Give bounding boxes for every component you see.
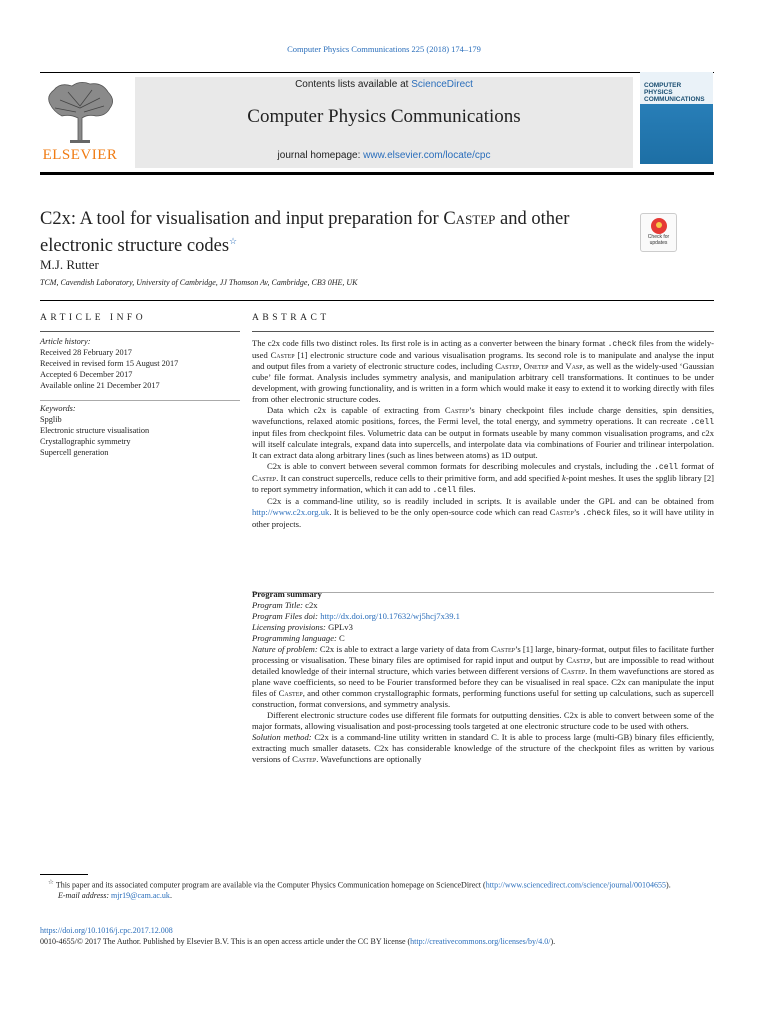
title-part2: and other electronic structure codes	[40, 209, 570, 257]
abstract-paragraph: C2x is a command-line utility, so is readily included in scripts. It is available under the GPL and can be obtained from http://www.c2x.org.uk. It is believed to be the only open-source code which can read Castep’s .check files, so it will have utility in other projects.	[252, 496, 714, 529]
keyword-item: Spglib	[40, 415, 62, 424]
check-updates-label: Check for updates	[647, 234, 670, 246]
history-label: Article history:	[40, 337, 91, 346]
keywords-rule	[40, 400, 240, 401]
title-part1: C2x: A tool for visualisation and input preparation for	[40, 209, 444, 229]
elsevier-logo	[40, 78, 128, 166]
program-summary	[252, 589, 714, 765]
paper-title	[40, 208, 620, 257]
title-castep: Castep	[443, 209, 496, 229]
journal-reference-link[interactable]: Computer Physics Communications 225 (2018) 174–179	[287, 44, 481, 54]
history-item: Available online 21 December 2017	[40, 381, 160, 390]
header-rule-bottom	[40, 172, 714, 175]
abstract-heading: ABSTRACT	[252, 313, 330, 323]
sciencedirect-journal-link[interactable]: http://www.sciencedirect.com/science/journal/00104655	[485, 880, 667, 890]
abstract-paragraph: The c2x code fills two distinct roles. Its first role is in acting as a converter between the binary format .check files from the widely-used Castep [1] electronic structure code and various visualisation programs. Its second role is to manipulate and analyse the input and output files from a variety of electronic structure codes, including Castep, Onetep and Vasp, as well as the widely-used ‘Gaussian cube’ file format. Analysis includes symmetry analysis, and manipulation arbitrary cell transformations. It continues to be under development, with growing functionality, and is written in a form which would make it easy to extend it to working directly with files from other electronic structure codes.	[252, 338, 714, 404]
article-history	[40, 336, 240, 391]
header-rule-top	[40, 72, 714, 73]
footnote-email: E-mail address: mjr19@cam.ac.uk.	[58, 891, 172, 901]
language-line: Programming language: C	[252, 633, 345, 643]
c2x-website-link[interactable]: http://www.c2x.org.uk	[252, 507, 330, 517]
nature-of-problem-continued: Different electronic structure codes use different file formats for outputting densities. C2x is able to convert between some of the major formats, allowing visualisation and post-processing tools targeted at one electronic structure code to be used with others.	[252, 710, 714, 731]
crossmark-icon	[651, 218, 667, 234]
contents-prefix: Contents lists available at	[295, 79, 412, 90]
author-affiliation: TCM, Cavendish Laboratory, University of Cambridge, JJ Thomson Av, Cambridge, CB3 0HE, UK	[40, 278, 358, 287]
history-item: Accepted 6 December 2017	[40, 370, 133, 379]
abstract-paragraph: C2x is able to convert between several common formats for describing molecules and crystals, including the .cell format of Castep. It can construct supercells, reduce cells to their primitive form, and add specified k-point meshes. It uses the spglib library [2] to report symmetry information, which it can add to .cell files.	[252, 461, 715, 495]
history-item: Received 28 February 2017	[40, 348, 132, 357]
elsevier-tree-icon	[40, 78, 120, 144]
elsevier-wordmark: ELSEVIER	[42, 147, 118, 163]
check-for-updates-button[interactable]	[640, 213, 677, 252]
contents-line	[135, 79, 633, 90]
keywords-label: Keywords:	[40, 404, 76, 413]
article-doi-link[interactable]: https://doi.org/10.1016/j.cpc.2017.12.008	[40, 926, 173, 935]
program-doi-line: Program Files doi: http://dx.doi.org/10.17632/wj5hcj7x39.1	[252, 611, 460, 621]
footnote-rule	[40, 874, 88, 875]
abstract-body	[252, 338, 714, 530]
program-title-line: Program Title: c2x	[252, 600, 318, 610]
keyword-item: Supercell generation	[40, 448, 109, 457]
section-rule	[40, 300, 714, 301]
homepage-line	[135, 150, 633, 161]
license-line: 0010-4655/© 2017 The Author. Published by Elsevier B.V. This is an open access article under the CC BY license (http://creativecommons.org/licenses/by/4.0/).	[40, 936, 556, 946]
program-summary-heading: Program summary	[252, 589, 322, 599]
homepage-prefix: journal homepage:	[277, 150, 364, 161]
program-doi-link[interactable]: http://dx.doi.org/10.17632/wj5hcj7x39.1	[320, 611, 460, 621]
cc-license-link[interactable]: http://creativecommons.org/licenses/by/4.0/	[410, 936, 551, 946]
cover-title: COMPUTER PHYSICS COMMUNICATIONS	[640, 72, 713, 104]
abstract-rule	[252, 331, 714, 332]
keyword-item: Crystallographic symmetry	[40, 437, 131, 446]
journal-homepage-link[interactable]: www.elsevier.com/locate/cpc	[363, 150, 491, 161]
history-item: Received in revised form 15 August 2017	[40, 359, 179, 368]
abstract-paragraph: Data which c2x is capable of extracting from Castep’s binary checkpoint files include charge densities, spin densities, wavefunctions, relaxed atomic positions, forces, the Fermi level, the total energy, and symmetry operations. It can recreate .cell input files from checkpoint files. Volumetric data can be output in formats useable by many common visualisation programs, and c2x will itself calculate integrals, expand data into supercells, and interpolate data via combinations of Fourier and trilinear interpolation. It can extract data along arbitrary lines (such as lines between atoms) as 1D output.	[252, 405, 714, 460]
licensing-line: Licensing provisions: GPLv3	[252, 622, 353, 632]
footnote-availability: ☆ This paper and its associated computer program are available via the Computer Physics Communication homepage on ScienceDirect (http://www.sciencedirect.com/science/journal/00104655).	[48, 879, 671, 890]
sciencedirect-link[interactable]: ScienceDirect	[411, 79, 473, 90]
journal-title: Computer Physics Communications	[247, 106, 521, 127]
author-name: M.J. Rutter	[40, 257, 99, 272]
journal-cover-image	[640, 72, 713, 164]
footnotes	[40, 878, 714, 902]
title-footnote-star[interactable]: ☆	[229, 236, 238, 246]
author-email-link[interactable]: mjr19@cam.ac.uk	[111, 891, 170, 901]
keyword-item: Electronic structure visualisation	[40, 426, 150, 435]
article-info-heading: ARTICLE INFO	[40, 313, 147, 323]
nature-of-problem: Nature of problem: C2x is able to extract a large variety of data from Castep’s [1] large, binary-format, output files to facilitate further processing or visualisation. These binary files are optimised for rapid input and output by Castep, but are impossible to read without detailed knowledge of their internal structure, which varies between different versions of Castep. In them wavefunctions are stored as plane wave coefficients, so need to be Fourier transformed before they can be visualised in real space. C2x can manipulate the input files of Castep, and other common crystallographic formats, performing functions useful for setting up calculations, such as supercell construction, format conversions, and symmetry analysis.	[252, 644, 715, 709]
solution-method: Solution method: C2x is a command-line utility written in standard C. It is able to process large (multi-GB) binary files efficiently, extracting much smaller datasets. C2x has considerable knowledge of the structure of the checkpoint files as written by various versions of Castep. Wavefunctions are optionally	[252, 732, 714, 764]
keywords-list	[40, 403, 240, 458]
article-info-rule	[40, 331, 240, 332]
article-bottom-info	[40, 926, 714, 947]
